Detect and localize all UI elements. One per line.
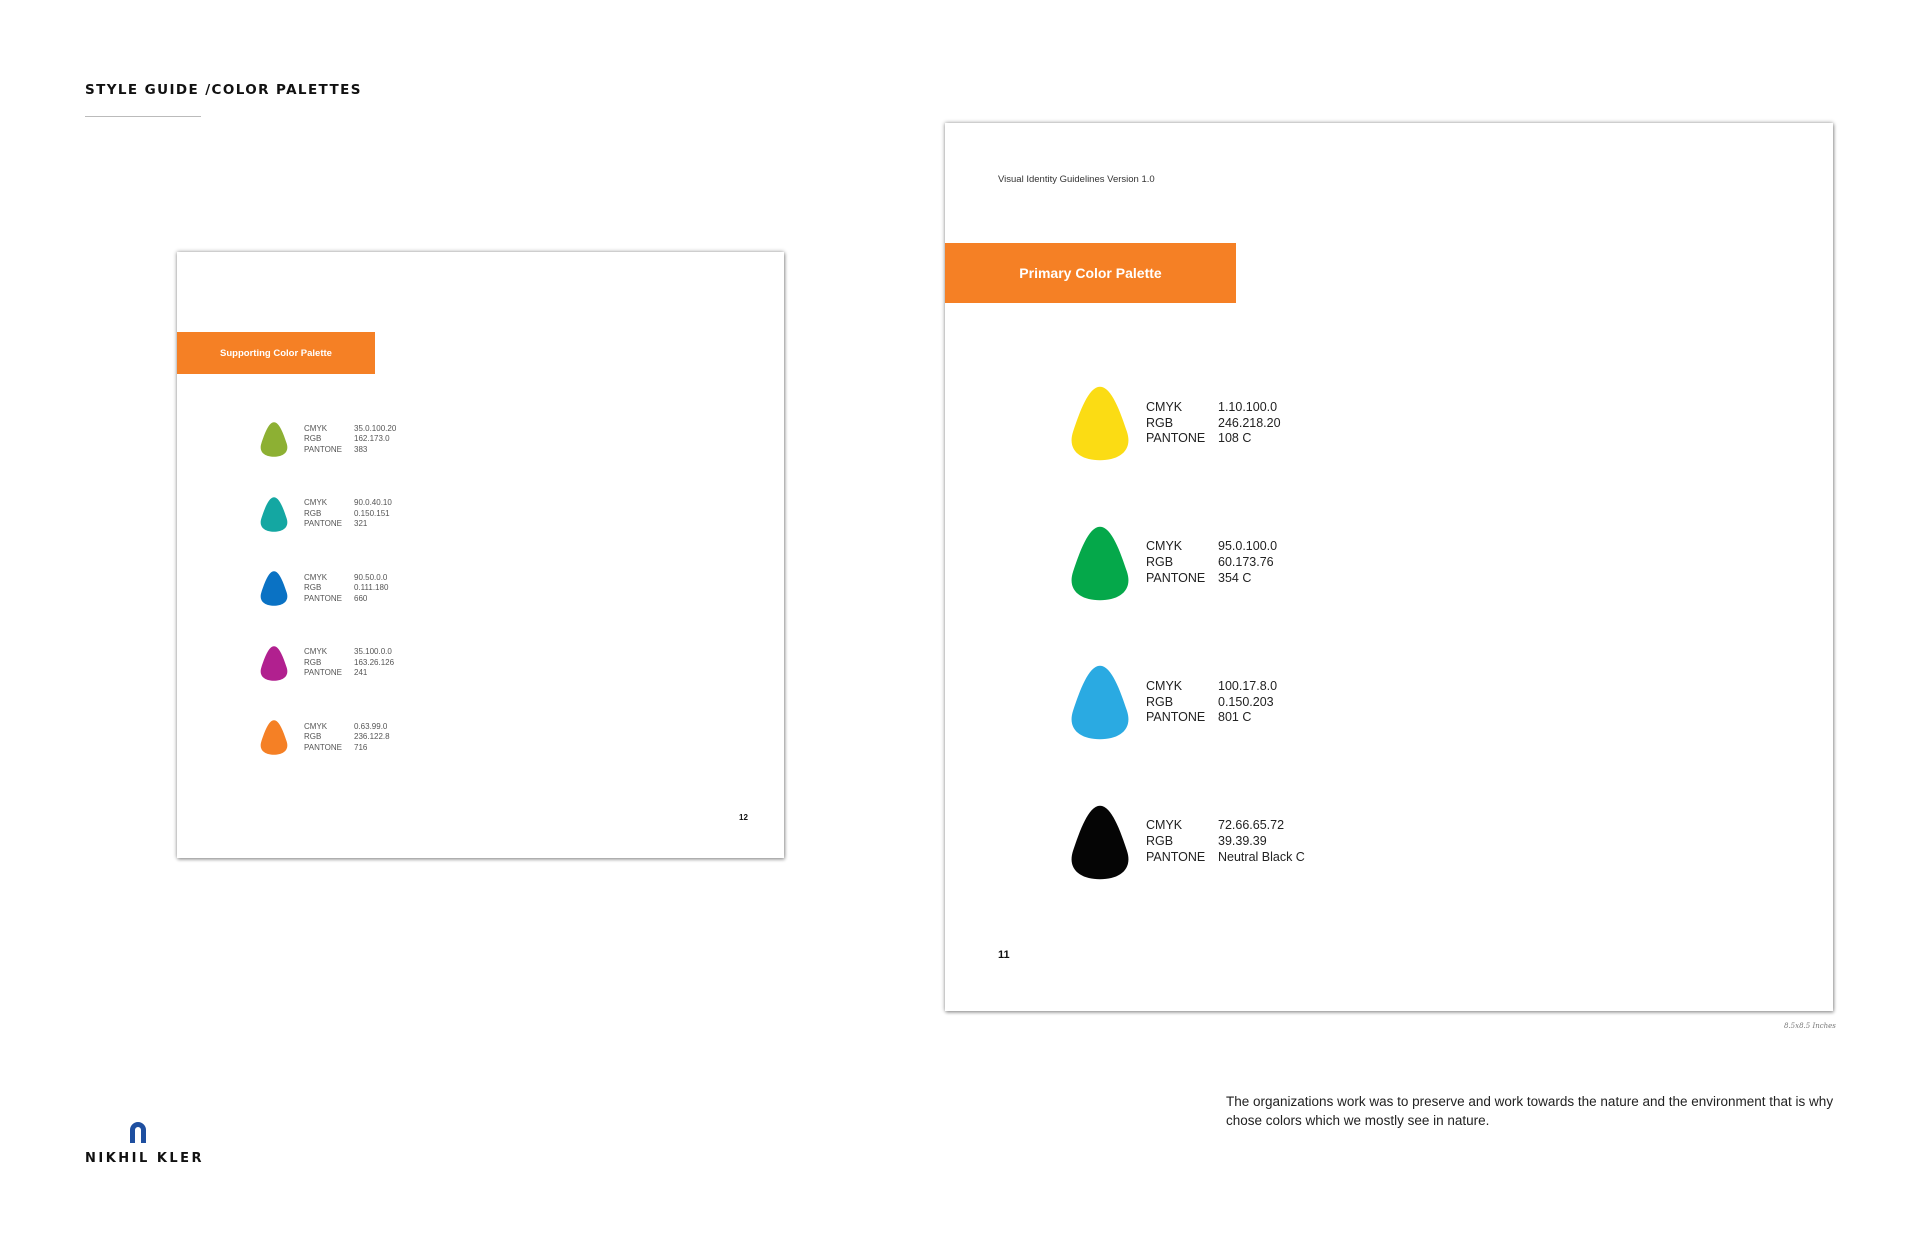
document-title: Visual Identity Guidelines Version 1.0	[998, 174, 1155, 185]
swatch-row	[259, 571, 388, 606]
page-title: STYLE GUIDE /COLOR PALETTES	[85, 82, 362, 98]
spec-label-pantone: PANTONE	[304, 444, 342, 454]
swatch-row	[259, 720, 390, 755]
swatch-row	[1068, 664, 1277, 741]
banner-label: Primary Color Palette	[1019, 265, 1162, 281]
spec-value-rgb: 0.111.180	[354, 583, 389, 593]
spec-value-rgb: 246.218.20	[1218, 415, 1281, 430]
swatch-row	[1068, 525, 1277, 602]
color-spec	[304, 722, 390, 754]
spec-value-cmyk: 35.0.100.20	[354, 423, 397, 433]
spec-label-cmyk: CMYK	[304, 498, 328, 508]
color-spec	[1146, 818, 1305, 865]
spec-value-rgb: 0.150.151	[354, 508, 390, 518]
spec-label-cmyk: CMYK	[1146, 678, 1183, 693]
spec-value-cmyk: 35.100.0.0	[354, 647, 392, 657]
swatch-row	[259, 497, 392, 532]
spec-label-rgb: RGB	[304, 434, 322, 444]
spec-label-pantone: PANTONE	[1146, 570, 1206, 585]
spec-label-pantone: PANTONE	[1146, 431, 1206, 446]
spec-value-rgb: 236.122.8	[354, 732, 390, 742]
page-size-note: 8.5x8.5 Inches	[1784, 1022, 1836, 1030]
spec-label-cmyk: CMYK	[1146, 399, 1183, 414]
color-drop-swatch	[259, 646, 289, 681]
spec-label-rgb: RGB	[1146, 555, 1174, 570]
color-spec	[1146, 679, 1277, 726]
color-spec	[304, 498, 392, 530]
spec-label-cmyk: CMYK	[304, 721, 328, 731]
banner-label: Supporting Color Palette	[220, 347, 332, 359]
spec-label-pantone: PANTONE	[1146, 710, 1206, 725]
color-spec	[1146, 400, 1281, 447]
spec-value-cmyk: 100.17.8.0	[1218, 678, 1278, 693]
spec-label-rgb: RGB	[1146, 834, 1174, 849]
spec-value-pantone: 801 C	[1218, 710, 1252, 725]
spec-value-cmyk: 0.63.99.0	[354, 721, 388, 731]
swatch-row	[1068, 385, 1281, 462]
spec-label-pantone: PANTONE	[304, 668, 342, 678]
spec-label-cmyk: CMYK	[1146, 539, 1183, 554]
color-drop-swatch	[1068, 804, 1132, 881]
spec-value-rgb: 162.173.0	[354, 434, 390, 444]
spec-value-pantone: 321	[354, 519, 368, 529]
page-number: 11	[998, 949, 1010, 961]
spec-value-rgb: 39.39.39	[1218, 834, 1267, 849]
spec-value-pantone: Neutral Black C	[1218, 849, 1305, 864]
color-drop-swatch	[259, 497, 289, 532]
spec-value-cmyk: 95.0.100.0	[1218, 539, 1278, 554]
color-drop-swatch	[259, 720, 289, 755]
color-drop-swatch	[1068, 525, 1132, 602]
spec-label-rgb: RGB	[1146, 694, 1174, 709]
spec-value-pantone: 716	[354, 742, 368, 752]
color-spec	[304, 424, 396, 456]
logo-icon	[128, 1121, 148, 1143]
spec-label-cmyk: CMYK	[304, 647, 328, 657]
spec-label-pantone: PANTONE	[304, 593, 342, 603]
spec-label-cmyk: CMYK	[304, 423, 328, 433]
spec-label-pantone: PANTONE	[304, 519, 342, 529]
color-drop-swatch	[1068, 664, 1132, 741]
spec-label-pantone: PANTONE	[1146, 849, 1206, 864]
color-spec	[1146, 539, 1277, 586]
spec-label-rgb: RGB	[1146, 415, 1174, 430]
spec-value-cmyk: 90.0.40.10	[354, 498, 392, 508]
color-drop-swatch	[259, 571, 289, 606]
color-spec	[304, 573, 388, 605]
swatch-row	[259, 646, 394, 681]
supporting-palette-banner	[177, 332, 375, 374]
spec-label-cmyk: CMYK	[1146, 818, 1183, 833]
spec-value-pantone: 383	[354, 444, 368, 454]
spec-label-rgb: RGB	[304, 732, 322, 742]
spec-value-pantone: 354 C	[1218, 570, 1252, 585]
primary-palette-page	[945, 123, 1833, 1011]
swatch-row	[1068, 804, 1305, 881]
color-drop-swatch	[1068, 385, 1132, 462]
spec-value-pantone: 108 C	[1218, 431, 1252, 446]
spec-value-rgb: 0.150.203	[1218, 694, 1274, 709]
spec-label-rgb: RGB	[304, 583, 322, 593]
page-number: 12	[739, 813, 748, 822]
spec-value-rgb: 163.26.126	[354, 657, 395, 667]
spec-value-cmyk: 90.50.0.0	[354, 572, 388, 582]
spec-label-rgb: RGB	[304, 508, 322, 518]
spec-label-rgb: RGB	[304, 657, 322, 667]
swatch-row	[259, 422, 396, 457]
spec-value-rgb: 60.173.76	[1218, 555, 1274, 570]
spec-value-cmyk: 1.10.100.0	[1218, 399, 1278, 414]
spec-value-pantone: 241	[354, 668, 368, 678]
primary-palette-banner	[945, 243, 1236, 303]
spec-value-pantone: 660	[354, 593, 368, 603]
color-spec	[304, 647, 394, 679]
spec-value-cmyk: 72.66.65.72	[1218, 818, 1285, 833]
description-caption: The organizations work was to preserve and work towards the nature and the environment that is why chose colors which we mostly see in nature.	[1226, 1094, 1834, 1128]
title-underline	[85, 116, 201, 117]
color-drop-swatch	[259, 422, 289, 457]
spec-label-pantone: PANTONE	[304, 742, 342, 752]
spec-label-cmyk: CMYK	[304, 572, 328, 582]
supporting-palette-page	[177, 252, 784, 858]
logo-wordmark: NIKHIL KLER	[85, 1151, 205, 1166]
